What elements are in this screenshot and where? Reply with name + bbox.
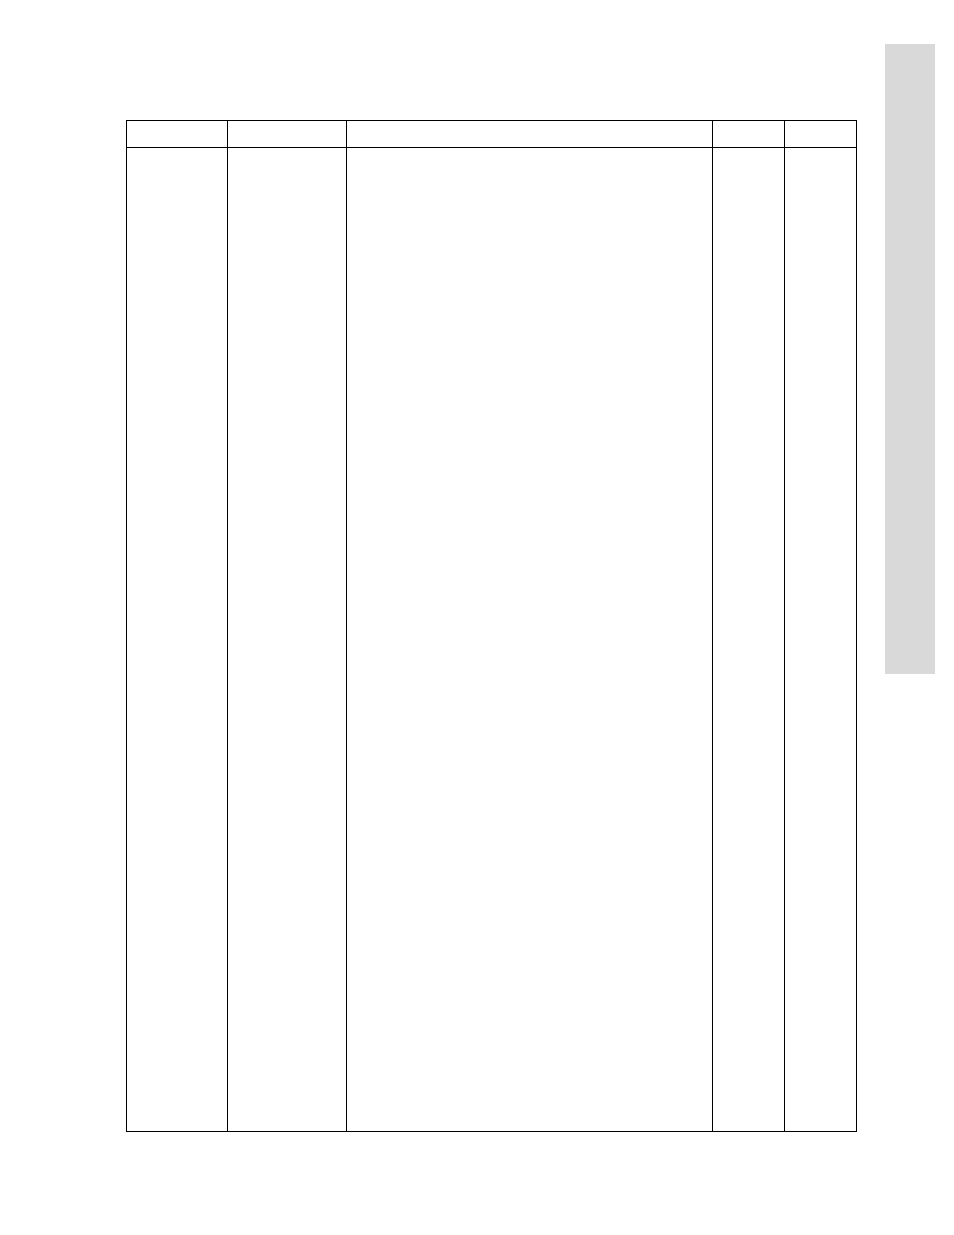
header-item — [127, 121, 227, 147]
column-divider — [346, 121, 347, 1131]
section-side-tab — [885, 44, 935, 674]
column-divider — [712, 121, 713, 1131]
header-part-number — [227, 121, 346, 147]
header-rev — [784, 121, 858, 147]
header-qty — [712, 121, 784, 147]
column-divider — [227, 121, 228, 1131]
column-divider — [784, 121, 785, 1131]
parts-table — [126, 120, 857, 1132]
header-description — [346, 121, 712, 147]
header-divider — [127, 147, 856, 148]
